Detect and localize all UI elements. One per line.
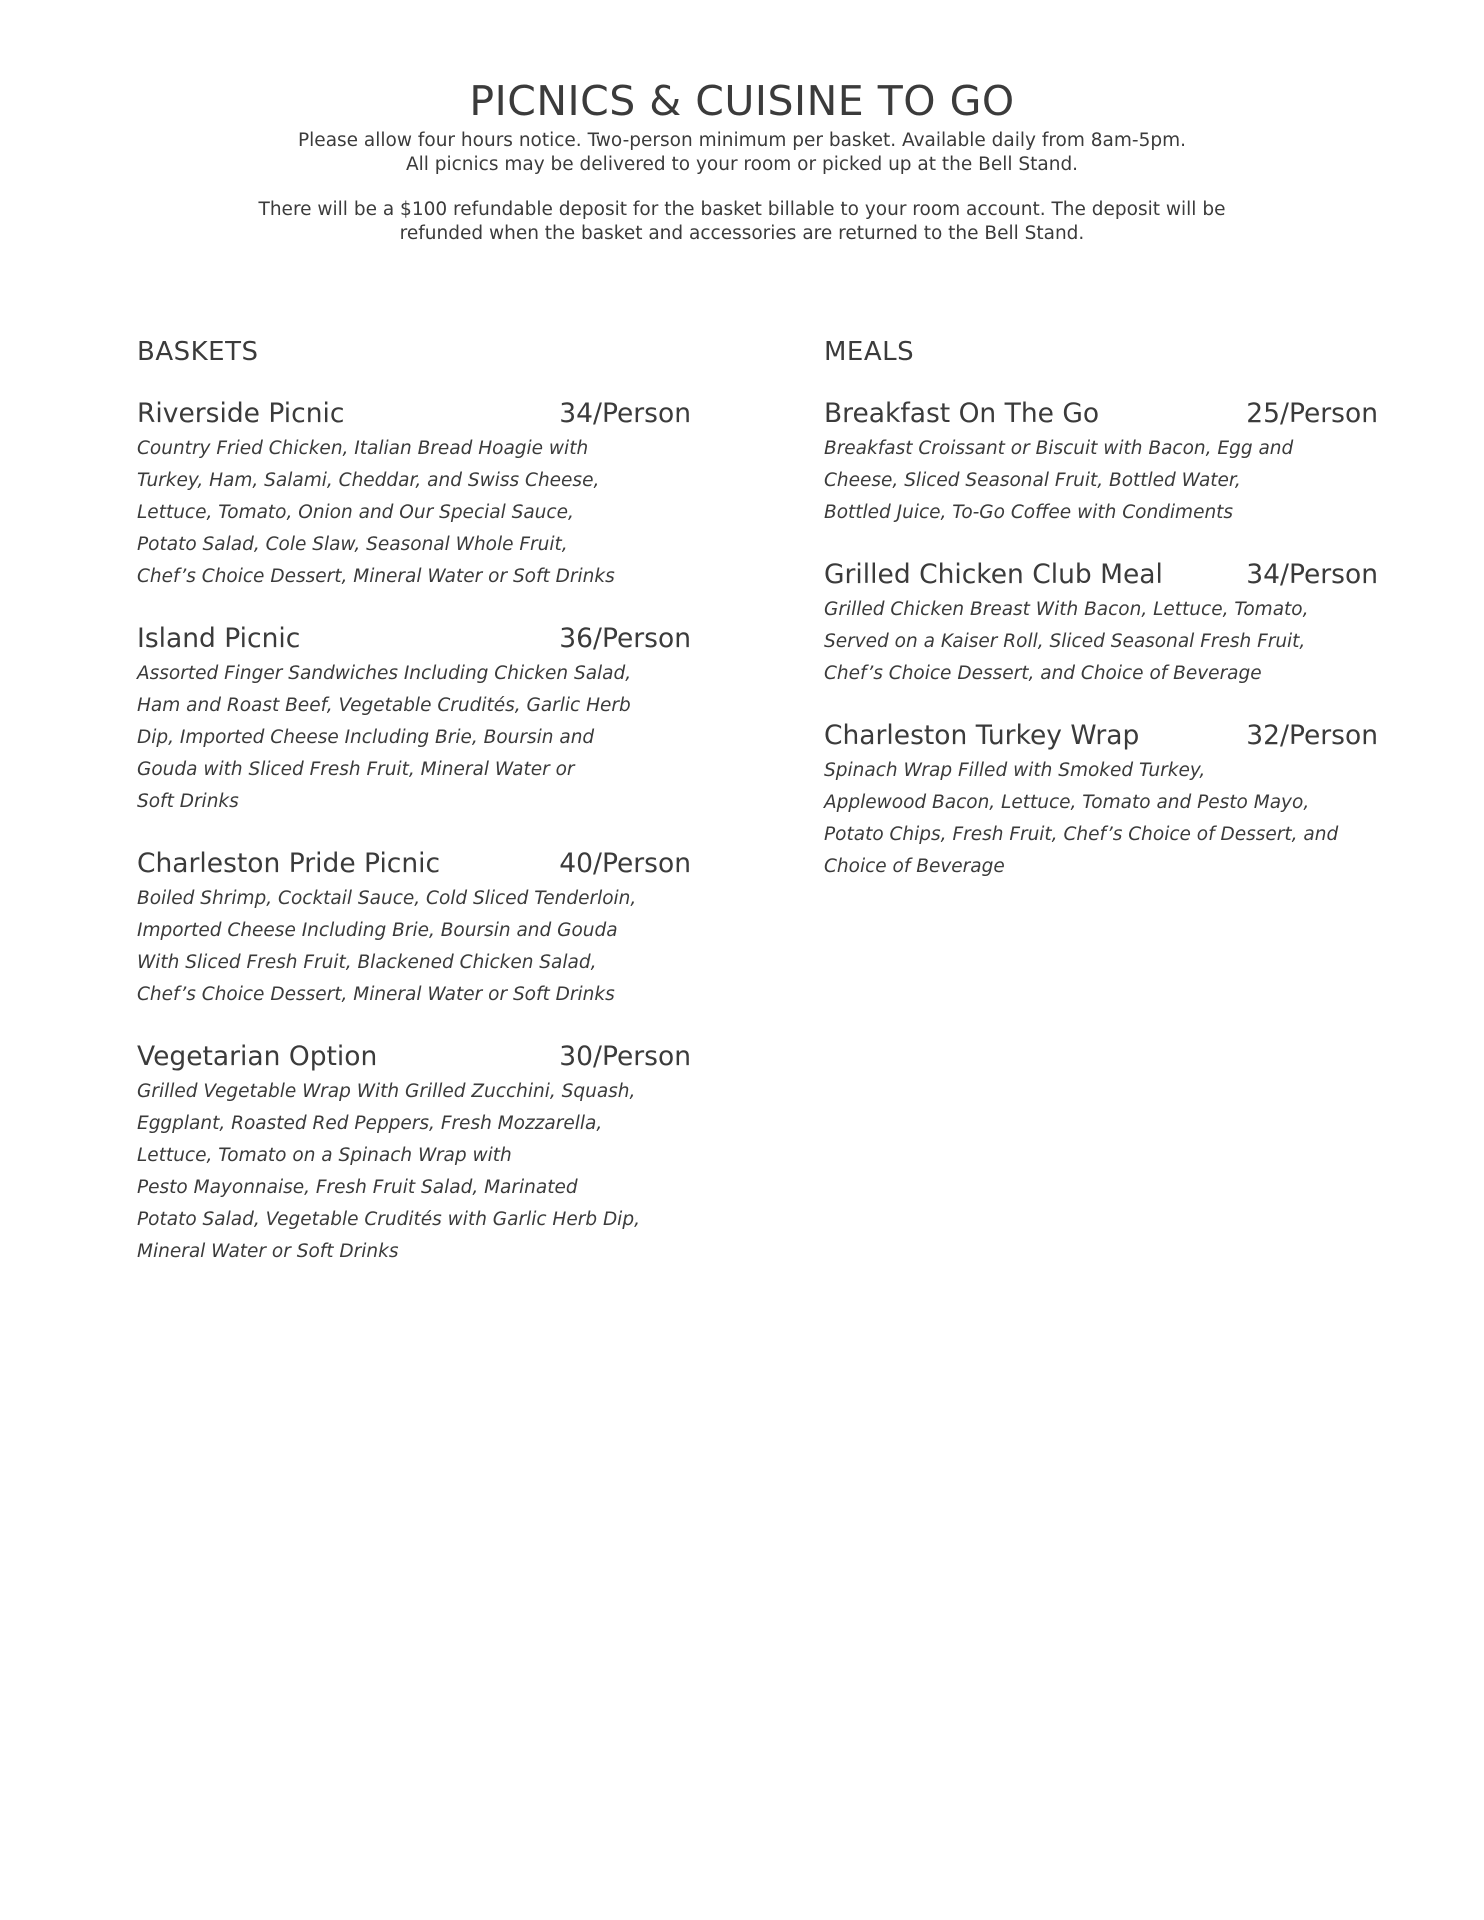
page-title: PICNICS & CUISINE TO GO [469,77,1015,125]
description-line: Country Fried Chicken, Italian Bread Hoagie with [137,438,589,459]
item-name: Vegetarian Option [137,1041,378,1072]
item-price: 32/Person [1246,720,1378,751]
item-name: Charleston Pride Picnic [137,848,441,879]
description-line: Spinach Wrap Filled with Smoked Turkey, [824,760,1206,781]
intro-line: Please allow four hours notice. Two-person minimum per basket. Available daily from 8am-5pm. [298,130,1186,151]
item-description [137,433,691,593]
item-description [137,658,691,818]
item-description [824,433,1378,529]
description-line: Dip, Imported Cheese Including Brie, Boursin and [137,727,595,748]
description-line: Lettuce, Tomato on a Spinach Wrap with [137,1145,512,1166]
description-line: Lettuce, Tomato, Onion and Our Special Sauce, [137,502,574,523]
item-price: 34/Person [1246,559,1378,590]
item-name: Charleston Turkey Wrap [824,720,1140,751]
deposit-notice [0,198,1484,246]
description-line: Ham and Roast Beef, Vegetable Crudités, Garlic Herb [137,695,631,716]
description-line: Bottled Juice, To-Go Coffee with Condiments [824,502,1234,523]
item-price: 34/Person [559,398,691,429]
item-description [137,883,691,1011]
description-line: Mineral Water or Soft Drinks [137,1241,399,1262]
item-price: 30/Person [559,1041,691,1072]
description-line: Choice of Beverage [824,856,1005,877]
description-line: With Sliced Fresh Fruit, Blackened Chicken Salad, [137,952,597,973]
item-name: Breakfast On The Go [824,398,1100,429]
item-name: Riverside Picnic [137,398,345,429]
intro-notice [0,129,1484,177]
description-line: Potato Salad, Cole Slaw, Seasonal Whole Fruit, [137,534,568,555]
description-line: Boiled Shrimp, Cocktail Sauce, Cold Sliced Tenderloin, [137,888,637,909]
description-line: Grilled Vegetable Wrap With Grilled Zucchini, Squash, [137,1081,636,1102]
item-price: 36/Person [559,623,691,654]
menu-item-island-picnic [137,623,691,818]
description-line: Potato Chips, Fresh Fruit, Chef’s Choice of Dessert, and [824,824,1339,845]
description-line: Turkey, Ham, Salami, Cheddar, and Swiss Cheese, [137,470,600,491]
item-price: 25/Person [1246,398,1378,429]
description-line: Imported Cheese Including Brie, Boursin and Gouda [137,920,618,941]
description-line: Chef’s Choice Dessert, Mineral Water or Soft Drinks [137,984,615,1005]
meals-heading: MEALS [824,337,915,367]
menu-item-charleston-turkey-wrap [824,720,1378,883]
description-line: Eggplant, Roasted Red Peppers, Fresh Mozzarella, [137,1113,603,1134]
menu-item-vegetarian-option [137,1041,691,1268]
description-line: Soft Drinks [137,791,239,812]
menu-item-charleston-pride-picnic [137,848,691,1011]
menu-item-grilled-chicken-club-meal [824,559,1378,690]
description-line: Served on a Kaiser Roll, Sliced Seasonal Fresh Fruit, [824,631,1306,652]
description-line: Potato Salad, Vegetable Crudités with Garlic Herb Dip, [137,1209,640,1230]
menu-item-breakfast-on-the-go [824,398,1378,529]
menu-item-riverside-picnic [137,398,691,593]
item-description [824,594,1378,690]
description-line: Applewood Bacon, Lettuce, Tomato and Pesto Mayo, [824,792,1310,813]
deposit-line: There will be a $100 refundable deposit for the basket billable to your room account. The deposit will be [258,199,1226,220]
description-line: Breakfast Croissant or Biscuit with Bacon, Egg and [824,438,1294,459]
baskets-heading: BASKETS [137,337,259,367]
description-line: Chef’s Choice Dessert, and Choice of Beverage [824,663,1262,684]
deposit-line: refunded when the basket and accessories are returned to the Bell Stand. [399,223,1085,244]
description-line: Pesto Mayonnaise, Fresh Fruit Salad, Marinated [137,1177,578,1198]
item-description [137,1076,691,1268]
description-line: Gouda with Sliced Fresh Fruit, Mineral Water or [137,759,575,780]
intro-line: All picnics may be delivered to your room or picked up at the Bell Stand. [405,154,1079,175]
item-price: 40/Person [559,848,691,879]
item-name: Island Picnic [137,623,301,654]
description-line: Assorted Finger Sandwiches Including Chicken Salad, [137,663,632,684]
description-line: Chef’s Choice Dessert, Mineral Water or Soft Drinks [137,566,615,587]
item-description [824,755,1378,883]
item-name: Grilled Chicken Club Meal [824,559,1163,590]
description-line: Grilled Chicken Breast With Bacon, Lettuce, Tomato, [824,599,1309,620]
description-line: Cheese, Sliced Seasonal Fruit, Bottled Water, [824,470,1241,491]
